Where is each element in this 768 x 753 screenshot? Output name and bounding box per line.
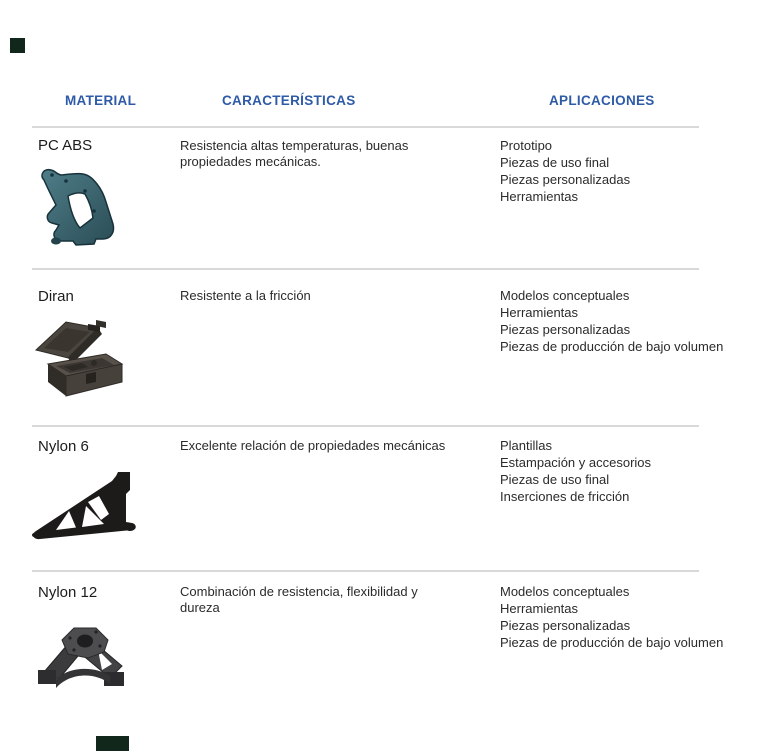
application-item: Plantillas [500, 438, 553, 453]
material-name: Nylon 6 [38, 438, 89, 455]
row-divider [32, 126, 699, 128]
characteristics-line: Excelente relación de propiedades mecánicas [180, 438, 446, 453]
nylon6-part-image [26, 468, 144, 550]
decorative-square-top-left [10, 38, 25, 53]
application-item: Inserciones de fricción [500, 489, 630, 504]
material-name: PC ABS [38, 137, 93, 154]
diran-part-image [30, 310, 130, 402]
column-header-aplicaciones: APLICACIONES [549, 93, 655, 108]
characteristics-line: dureza [180, 600, 220, 615]
material-applications [500, 583, 723, 651]
application-item: Estampación y accesorios [500, 455, 652, 470]
application-item: Piezas de uso final [500, 155, 610, 170]
material-name: Diran [38, 288, 74, 305]
column-header-caracteristicas: CARACTERÍSTICAS [222, 93, 356, 108]
application-item: Prototipo [500, 138, 553, 153]
material-characteristics [180, 138, 408, 170]
material-characteristics [180, 288, 311, 304]
application-item: Herramientas [500, 601, 579, 616]
characteristics-line: Resistente a la fricción [180, 288, 311, 303]
application-item: Piezas de producción de bajo volumen [500, 339, 724, 354]
decorative-square-bottom [96, 736, 129, 751]
material-characteristics [180, 438, 445, 454]
material-applications [500, 437, 651, 505]
application-item: Herramientas [500, 189, 579, 204]
material-applications [500, 137, 630, 205]
nylon12-part-image [30, 616, 135, 702]
pc-abs-part-image [28, 164, 124, 252]
row-divider [32, 425, 699, 427]
material-name: Nylon 12 [38, 584, 98, 601]
application-item: Piezas personalizadas [500, 618, 631, 633]
application-item: Herramientas [500, 305, 579, 320]
row-divider [32, 570, 699, 572]
application-item: Piezas personalizadas [500, 172, 631, 187]
row-divider [32, 268, 699, 270]
material-applications [500, 287, 723, 355]
application-item: Modelos conceptuales [500, 288, 630, 303]
characteristics-line: propiedades mecánicas. [180, 154, 321, 169]
characteristics-line: Combinación de resistencia, flexibilidad y [180, 584, 418, 599]
application-item: Piezas de uso final [500, 472, 610, 487]
characteristics-line: Resistencia altas temperaturas, buenas [180, 138, 409, 153]
application-item: Piezas de producción de bajo volumen [500, 635, 724, 650]
column-header-material: MATERIAL [65, 93, 137, 108]
application-item: Modelos conceptuales [500, 584, 630, 599]
material-characteristics [180, 584, 418, 616]
application-item: Piezas personalizadas [500, 322, 631, 337]
